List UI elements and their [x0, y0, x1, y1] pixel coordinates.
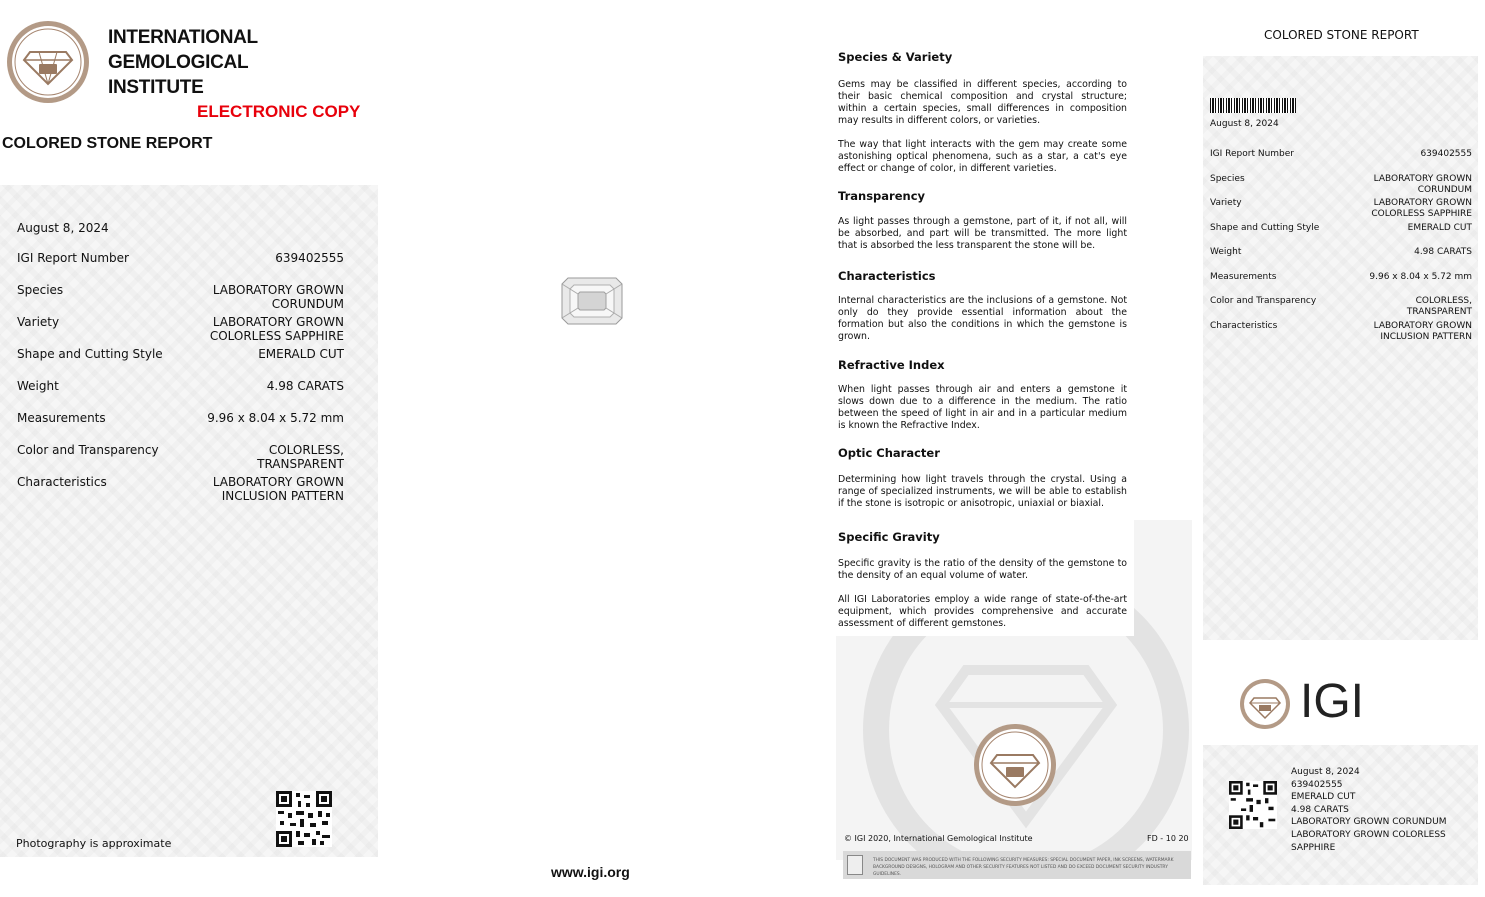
- summary-line: LABORATORY GROWN CORUNDUM: [1291, 817, 1447, 828]
- section-text-optic-character: Determining how light travels through the crystal. Using a range of specialized instruments, we will be able to establish if the stone is isotropic or anisotropic, uniaxial or biaxial.: [838, 474, 1127, 509]
- mini-value: 4.98 CARATS: [1414, 247, 1472, 257]
- report-label: Weight: [17, 379, 59, 393]
- section-title-refractive-index: Refractive Index: [838, 358, 945, 372]
- report-value: 4.98 CARATS: [266, 379, 344, 393]
- summary-line: 4.98 CARATS: [1291, 804, 1349, 815]
- report-date: August 8, 2024: [17, 221, 109, 235]
- summary-line: LABORATORY GROWN COLORLESS: [1291, 829, 1446, 840]
- copyright-text: © IGI 2020, International Gemological Institute: [844, 834, 1033, 843]
- report-label: Shape and Cutting Style: [17, 347, 163, 361]
- report-qr-code[interactable]: [276, 791, 332, 847]
- mini-value: EMERALD CUT: [1407, 223, 1472, 233]
- document-icon: [847, 855, 863, 875]
- mini-label: Weight: [1210, 247, 1242, 257]
- report-value: LABORATORY GROWN COLORLESS SAPPHIRE: [209, 315, 344, 343]
- mini-value: LABORATORY GROWN CORUNDUM: [1373, 174, 1472, 195]
- report-label: Color and Transparency: [17, 443, 159, 457]
- security-strip: [843, 851, 1191, 879]
- website-link[interactable]: www.igi.org: [551, 864, 630, 880]
- report-label: Variety: [17, 315, 60, 329]
- institute-name: [108, 25, 258, 100]
- section-text-characteristics: Internal characteristics are the inclusions of a gemstone. Not only do they provide essential information about the formation but also the conditions in which the gemstone is grown.: [838, 295, 1127, 342]
- report-value: 9.96 x 8.04 x 5.72 mm: [207, 411, 344, 425]
- report-value: LABORATORY GROWN CORUNDUM: [212, 283, 344, 311]
- section-text-transparency: As light passes through a gemstone, part of it, if not all, will be absorbed, and part will be transmitted. The more light that is absorbed the less transparent the stone will be.: [838, 216, 1127, 251]
- section-title-transparency: Transparency: [838, 189, 926, 203]
- mini-label: Species: [1210, 174, 1245, 184]
- mini-label: IGI Report Number: [1210, 149, 1294, 159]
- report-value: LABORATORY GROWN INCLUSION PATTERN: [212, 475, 344, 503]
- mini-qr-code[interactable]: [1229, 781, 1277, 829]
- electronic-copy-label: ELECTRONIC COPY: [197, 102, 361, 121]
- summary-line: SAPPHIRE: [1291, 842, 1336, 853]
- report-value: COLORLESS, TRANSPARENT: [257, 443, 344, 471]
- report-label: Characteristics: [17, 475, 107, 489]
- section-title-species-variety: Species & Variety: [838, 50, 953, 64]
- form-code: FD - 10 20: [1147, 834, 1189, 843]
- security-note: THIS DOCUMENT WAS PRODUCED WITH THE FOLLOWING SECURITY MEASURES: SPECIAL DOCUMENT PAPER, INK SCREENS, WATERMARK BACKGROUND DESIGNS, HOLOGRAM AND OTHER SECURITY FEATURES NOT LISTED AND DO EXCEED DOCUMENT SECURITY INDUSTRY GUIDELINES.: [873, 858, 1174, 877]
- section-text-specific-gravity: Specific gravity is the ratio of the density of the gemstone to the density of an equal volume of water. All IGI Laboratories employ a wide range of state-of-the-art equipment, which provides comprehensive and accurate assessment of different gemstones.: [838, 558, 1127, 629]
- mini-value: COLORLESS, TRANSPARENT: [1406, 296, 1472, 317]
- report-value: EMERALD CUT: [258, 347, 344, 361]
- footer-seal-logo: [973, 723, 1057, 807]
- mini-label: Variety: [1210, 198, 1242, 208]
- emerald-cut-gem-image: [560, 276, 624, 326]
- mini-label: Characteristics: [1210, 321, 1278, 331]
- mini-report-title: COLORED STONE REPORT: [1264, 28, 1419, 42]
- mini-label: Color and Transparency: [1210, 296, 1317, 306]
- institute-line-2: GEMOLOGICAL: [108, 52, 249, 73]
- mini-value: LABORATORY GROWN INCLUSION PATTERN: [1373, 321, 1472, 342]
- barcode: [1210, 98, 1296, 113]
- mini-value: LABORATORY GROWN COLORLESS SAPPHIRE: [1371, 198, 1472, 219]
- report-label: IGI Report Number: [17, 251, 129, 265]
- summary-line: 639402555: [1291, 779, 1343, 790]
- mini-igi-seal-logo: [1239, 678, 1291, 730]
- section-title-optic-character: Optic Character: [838, 446, 940, 460]
- mini-summary-text: [1291, 766, 1446, 854]
- summary-line: EMERALD CUT: [1291, 792, 1356, 803]
- report-label: Species: [17, 283, 64, 297]
- section-title-specific-gravity: Specific Gravity: [838, 530, 940, 544]
- section-text-refractive-index: When light passes through air and enters a gemstone it slows down due to a difference in the medium. The ratio between the speed of light in air and in a particular medium is known the Refractive Index.: [838, 384, 1127, 431]
- mini-label: Measurements: [1210, 272, 1277, 282]
- mini-value: 9.96 x 8.04 x 5.72 mm: [1369, 272, 1472, 282]
- report-title: COLORED STONE REPORT: [2, 135, 213, 152]
- section-text-species-variety: Gems may be classified in different species, according to their basic chemical composition and crystal structure; within a certain species, small differences in composition may results in different colors, or varieties. The way that light interacts with the gem may create some astonishing optical phenomena, such as a star, a cat's eye effect or change of color, in different varieties.: [838, 79, 1127, 174]
- institute-line-1: INTERNATIONAL: [108, 27, 258, 48]
- mini-report-date: August 8, 2024: [1210, 119, 1279, 129]
- mini-value: 639402555: [1420, 149, 1472, 159]
- institute-line-3: INSTITUTE: [108, 77, 204, 98]
- photo-note: Photography is approximate: [16, 837, 172, 850]
- mini-report-panel: [1203, 56, 1478, 640]
- igi-seal-logo: [6, 20, 90, 104]
- mini-label: Shape and Cutting Style: [1210, 223, 1320, 233]
- report-label: Measurements: [17, 411, 106, 425]
- summary-line: August 8, 2024: [1291, 767, 1360, 777]
- report-value: 639402555: [275, 251, 344, 265]
- mini-igi-wordmark: IGI: [1300, 675, 1365, 728]
- section-title-characteristics: Characteristics: [838, 269, 936, 283]
